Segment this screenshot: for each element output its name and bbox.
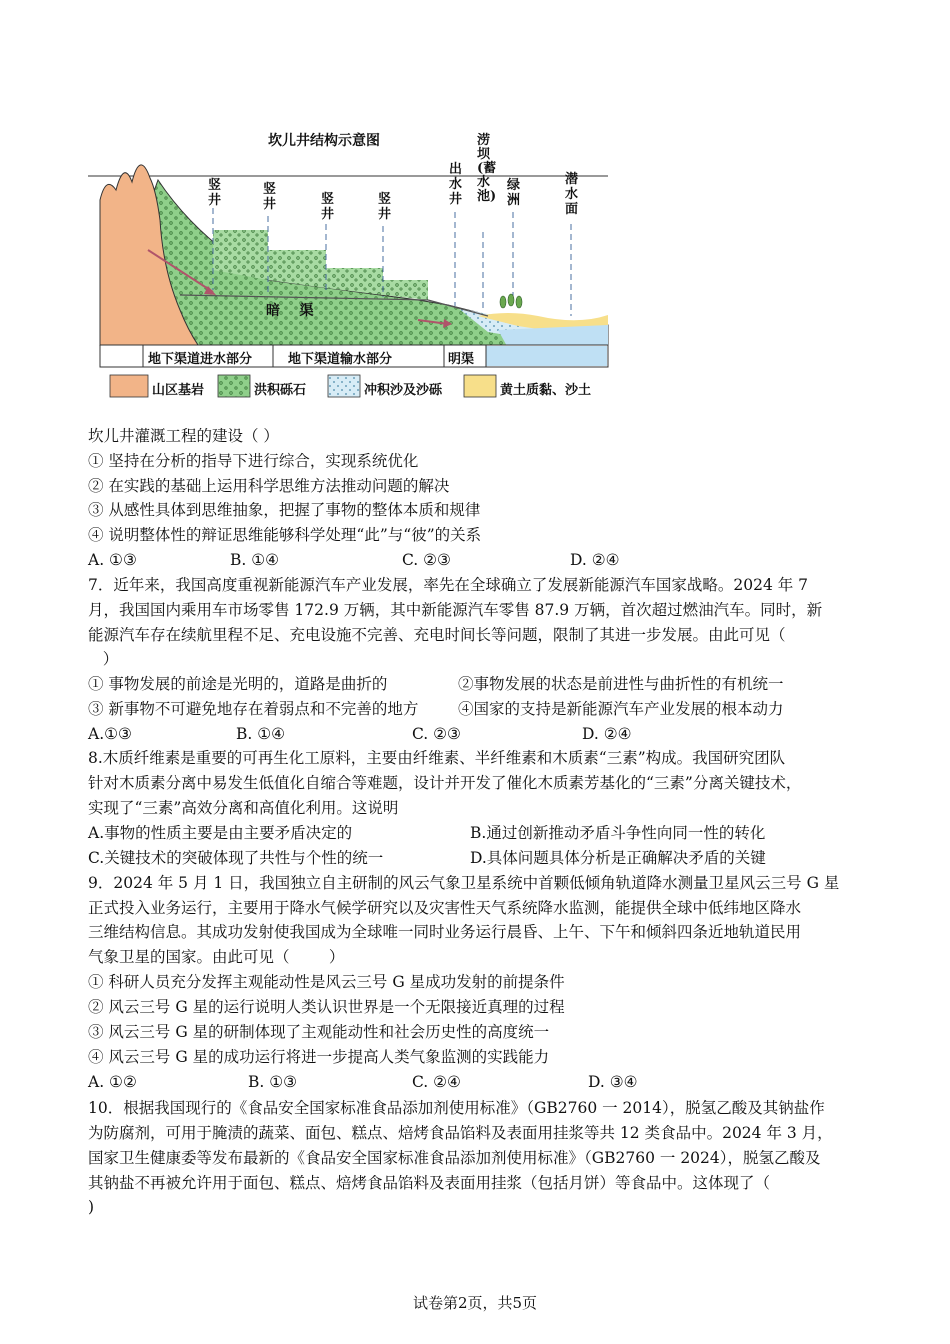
- reservoir-label: 涝坝(蓄水池): [477, 133, 497, 204]
- q8-line-1: 8.木质纤维素是重要的可再生化工原料，主要由纤维素、半纤维素和木质素“三素”构成。我国研究团队: [88, 749, 786, 767]
- legend-gravel: 洪积砾石: [254, 383, 307, 398]
- q7-line-3: 能源汽车存在续航里程不足、充电设施不完善、充电时间长等问题，限制了其进一步发展。由此可见（: [88, 626, 786, 644]
- q6-item-3: ③ 从感性具体到思维抽象，把握了事物的整体本质和规律: [88, 501, 481, 519]
- q6-options: [88, 548, 878, 573]
- q10-line-4: 其钠盐不再被允许用于面包、糕点、焙烤食品馅料及表面用挂浆（包括月饼）等食品中。这体现了（: [88, 1174, 771, 1192]
- kanerjing-diagram: [88, 120, 618, 410]
- q8-line-3: 实现了“三素”高效分离和高值化利用。这说明: [88, 799, 399, 817]
- q9-item-1: ① 科研人员充分发挥主观能动性是风云三号 G 星成功发射的前提条件: [88, 973, 565, 991]
- well-label-1: 竖井: [208, 178, 222, 208]
- q10-line-1: 10．根据我国现行的《食品安全国家标准食品添加剂使用标准》（GB2760 一 2014），脱氢乙酸及其钠盐作: [88, 1099, 825, 1117]
- q7-item-2: ②事物发展的状态是前进性与曲折性的有机统一: [458, 675, 784, 693]
- q9-item-2: ② 风云三号 G 星的运行说明人类认识世界是一个无限接近真理的过程: [88, 998, 565, 1016]
- section-open-channel: 明渠: [448, 352, 475, 367]
- q9-options: [88, 1070, 878, 1095]
- figure-title: 坎儿井结构示意图: [268, 133, 380, 149]
- q7-option-d[interactable]: D. ②④: [582, 725, 632, 743]
- q6-item-4: ④ 说明整体性的辩证思维能够科学处理“此”与“彼”的关系: [88, 526, 482, 544]
- q9-option-d[interactable]: D. ③④: [588, 1073, 638, 1091]
- q8-option-a[interactable]: A.事物的性质主要是由主要矛盾决定的: [88, 824, 353, 842]
- q9-line-1: 9．2024 年 5 月 1 日，我国独立自主研制的风云气象卫星系统中首颗低倾角轨道降水测量卫星风云三号 G 星: [88, 874, 840, 892]
- legend-loess: 黄土质黏、沙土: [500, 383, 592, 398]
- q9-item-4: ④ 风云三号 G 星的成功运行将进一步提高人类气象监测的实践能力: [88, 1048, 550, 1066]
- well-label-4: 竖井: [378, 192, 392, 222]
- q7-item-1: ① 事物发展的前途是光明的，道路是曲折的: [88, 675, 388, 693]
- q10-line-5: ): [88, 1198, 95, 1216]
- q9-option-b[interactable]: B. ①③: [248, 1073, 298, 1091]
- outlet-well-label: 出水井: [449, 162, 463, 207]
- q7-items-row-1: [88, 672, 878, 697]
- q9-option-a[interactable]: A. ①②: [88, 1073, 137, 1091]
- section-intake: 地下渠道进水部分: [148, 352, 253, 367]
- q6-option-d[interactable]: D. ②④: [570, 551, 620, 569]
- q7-option-c[interactable]: C. ②③: [412, 725, 461, 743]
- legend-alluvial: 冲积沙及沙砾: [364, 383, 443, 398]
- q8-options-row-2: [88, 846, 878, 871]
- well-label-2: 竖井: [263, 182, 277, 212]
- q9-item-3: ③ 风云三号 G 星的研制体现了主观能动性和社会历史性的高度统一: [88, 1023, 550, 1041]
- q6-option-a[interactable]: A. ①③: [88, 551, 137, 569]
- q9-line-2: 正式投入业务运行，主要用于降水气候学研究以及灾害性天气系统降水监测，能提供全球中低纬地区降水: [88, 899, 802, 917]
- q8-line-2: 针对木质素分离中易发生低值化自缩合等难题，设计并开发了催化木质素芳基化的“三素”分离关键技术，: [88, 774, 802, 792]
- q6-option-b[interactable]: B. ①④: [230, 551, 280, 569]
- section-transport: 地下渠道输水部分: [288, 352, 393, 367]
- legend-bedrock: 山区基岩: [152, 383, 205, 398]
- q7-item-3: ③ 新事物不可避免地存在着弱点和不完善的地方: [88, 700, 419, 718]
- q8-option-b[interactable]: B.通过创新推动矛盾斗争性向同一性的转化: [470, 824, 766, 842]
- q7-item-4: ④国家的支持是新能源汽车产业发展的根本动力: [458, 700, 784, 718]
- well-label-3: 竖井: [321, 192, 335, 222]
- page-footer: 试卷第2页，共5页: [412, 1294, 538, 1312]
- q6-option-c[interactable]: C. ②③: [402, 551, 451, 569]
- q9-option-c[interactable]: C. ②④: [412, 1073, 461, 1091]
- q10-line-2: 为防腐剂，可用于腌渍的蔬菜、面包、糕点、焙烤食品馅料及表面用挂浆等共 12 类食品中。2024 年 3 月，: [88, 1124, 833, 1142]
- q6-item-1: ① 坚持在分析的指导下进行综合，实现系统优化: [88, 452, 419, 470]
- q7-line-4: ）: [88, 650, 119, 668]
- q6-item-2: ② 在实践的基础上运用科学思维方法推动问题的解决: [88, 477, 450, 495]
- q8-options-row-1: [88, 821, 878, 846]
- q7-items-row-2: [88, 697, 878, 722]
- q9-line-4: 气象卫星的国家。由此可见（ ）: [88, 948, 345, 966]
- q8-option-c[interactable]: C.关键技术的突破体现了共性与个性的统一: [88, 849, 384, 867]
- q8-option-d[interactable]: D.具体问题具体分析是正确解决矛盾的关键: [470, 849, 766, 867]
- q10-line-3: 国家卫生健康委等发布最新的《食品安全国家标准食品添加剂使用标准》（GB2760 一 2024），脱氢乙酸及: [88, 1149, 821, 1167]
- q7-options: [88, 722, 878, 747]
- oasis-label: 绿洲: [507, 178, 521, 208]
- q7-line-1: 7．近年来，我国高度重视新能源汽车产业发展，率先在全球确立了发展新能源汽车国家战略。2024 年 7: [88, 576, 809, 594]
- water-table-label: 潜水面: [565, 172, 579, 217]
- channel-label: 暗 渠: [266, 303, 314, 319]
- q7-option-b[interactable]: B. ①④: [236, 725, 286, 743]
- q7-option-a[interactable]: A.①③: [88, 725, 132, 743]
- q6-stem: 坎儿井灌溉工程的建设（ ）: [88, 427, 279, 445]
- q9-line-3: 三维结构信息。其成功发射使我国成为全球唯一同时业务运行晨昏、上午、下午和倾斜四条近地轨道民用: [88, 923, 802, 941]
- q7-line-2: 月，我国国内乘用车市场零售 172.9 万辆，其中新能源汽车零售 87.9 万辆，首次超过燃油汽车。同时，新: [88, 601, 823, 619]
